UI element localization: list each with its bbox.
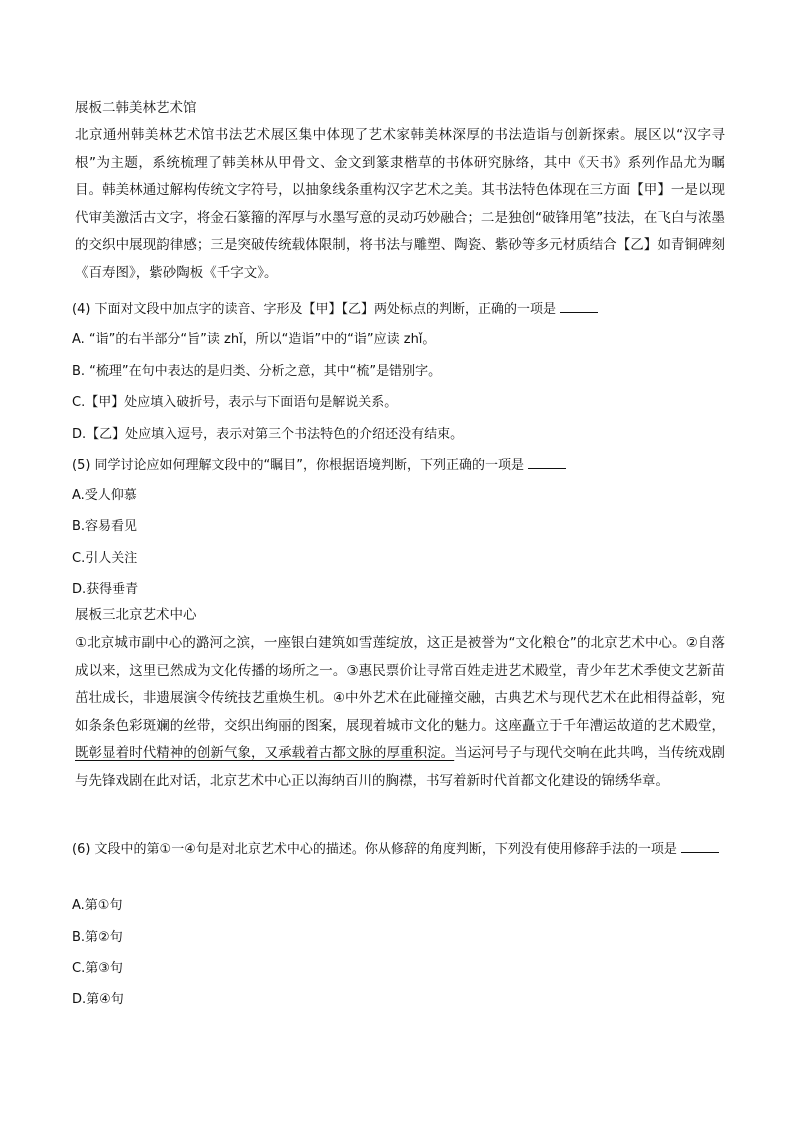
question-5-option-c: C.引人关注 bbox=[72, 551, 138, 566]
answer-blank bbox=[560, 300, 598, 313]
question-4-option-b: B. “梳理”在句中表达的是归类、分析之意，其中“梳”是错别字。 bbox=[72, 364, 442, 379]
question-4-option-d: D.【乙】处应填入逗号，表示对第三个书法特色的介绍还没有结束。 bbox=[72, 427, 464, 442]
panel3-title: 展板三北京艺术中心 bbox=[75, 607, 197, 623]
panel3-paragraph bbox=[75, 630, 725, 795]
question-5-text: (5) 同学讨论应如何理解文段中的“瞩目”，你根据语境判断，下列正确的一项是 bbox=[72, 458, 525, 473]
question-4-option-c: C.【甲】处应填入破折号，表示与下面语句是解说关系。 bbox=[72, 395, 398, 410]
panel3-text-before: ①北京城市副中心的潞河之滨，一座银白建筑如雪莲绽放，这正是被誉为“文化粮仓”的北京艺术中心。②自落成以来，这里已然成为文化传播的场所之一。③惠民票价让寻常百姓走进艺术殿堂，青少年艺术季使文艺新苗茁壮成长，非遗展演令传统技艺重焕生机。④中外艺术在此碰撞交融，古典艺术与现代艺术在此相得益彰，宛如条条色彩斑斓的丝带，交织出绚丽的图案，展现着城市文化的魅力。这座矗立于千年漕运故道的艺术殿堂， bbox=[75, 635, 725, 734]
question-4-text: (4) 下面对文段中加点字的读音、字形及【甲】【乙】两处标点的判断，正确的一项是 bbox=[72, 302, 557, 317]
question-6-option-d: D.第④句 bbox=[72, 992, 124, 1007]
question-6-option-c: C.第③句 bbox=[72, 961, 123, 976]
question-5-option-d: D.获得垂青 bbox=[72, 582, 139, 597]
panel3-underlined-sentence: 既彰显着时代精神的创新气象，又承载着古都文脉的厚重积淀。 bbox=[75, 745, 455, 761]
question-6-option-b: B.第②句 bbox=[72, 930, 123, 945]
question-4-option-a: A. “诣”的右半部分“旨”读 zhǐ，所以“造诣”中的“诣”应读 zhǐ。 bbox=[72, 332, 436, 347]
panel2-paragraph: 北京通州韩美林艺术馆书法艺术展区集中体现了艺术家韩美林深厚的书法造诣与创新探索。展区以“汉字寻根”为主题，系统梳理了韩美林从甲骨文、金文到篆隶楷草的书体研究脉络，其中《天书》系列作品尤为瞩目。韩美林通过解构传统文字符号，以抽象线条重构汉字艺术之美。其书法特色体现在三方面【甲】一是以现代审美激活古文字，将金石篆籀的浑厚与水墨写意的灵动巧妙融合；二是独创“破锋用笔”技法，在飞白与浓墨的交织中展现韵律感；三是突破传统载体限制，将书法与雕塑、陶瓷、紫砂等多元材质结合【乙】如青铜碑刻《百寿图》，紫砂陶板《千字文》。 bbox=[75, 127, 725, 281]
question-6-text: (6) 文段中的第①一④句是对北京艺术中心的描述。你从修辞的角度判断，下列没有使用修辞手法的一项是 bbox=[72, 842, 677, 857]
answer-blank bbox=[528, 456, 566, 469]
question-5-stem bbox=[72, 456, 722, 475]
question-5-option-b: B.容易看见 bbox=[72, 519, 138, 534]
panel3-text-after: 当运河号子与现代交响在此共鸣，当传统戏剧与先锋戏剧在此对话，北京艺术中心正以海纳百川的胸襟，书写着新时代首都文化建设的锦绣华章。 bbox=[75, 745, 726, 789]
question-6-option-a: A.第①句 bbox=[72, 898, 123, 913]
question-5-option-a: A.受人仰慕 bbox=[72, 488, 137, 503]
answer-blank bbox=[681, 840, 719, 853]
question-6-stem bbox=[72, 835, 722, 864]
question-4-stem bbox=[72, 300, 722, 319]
panel2-title: 展板二韩美林艺术馆 bbox=[75, 100, 197, 116]
